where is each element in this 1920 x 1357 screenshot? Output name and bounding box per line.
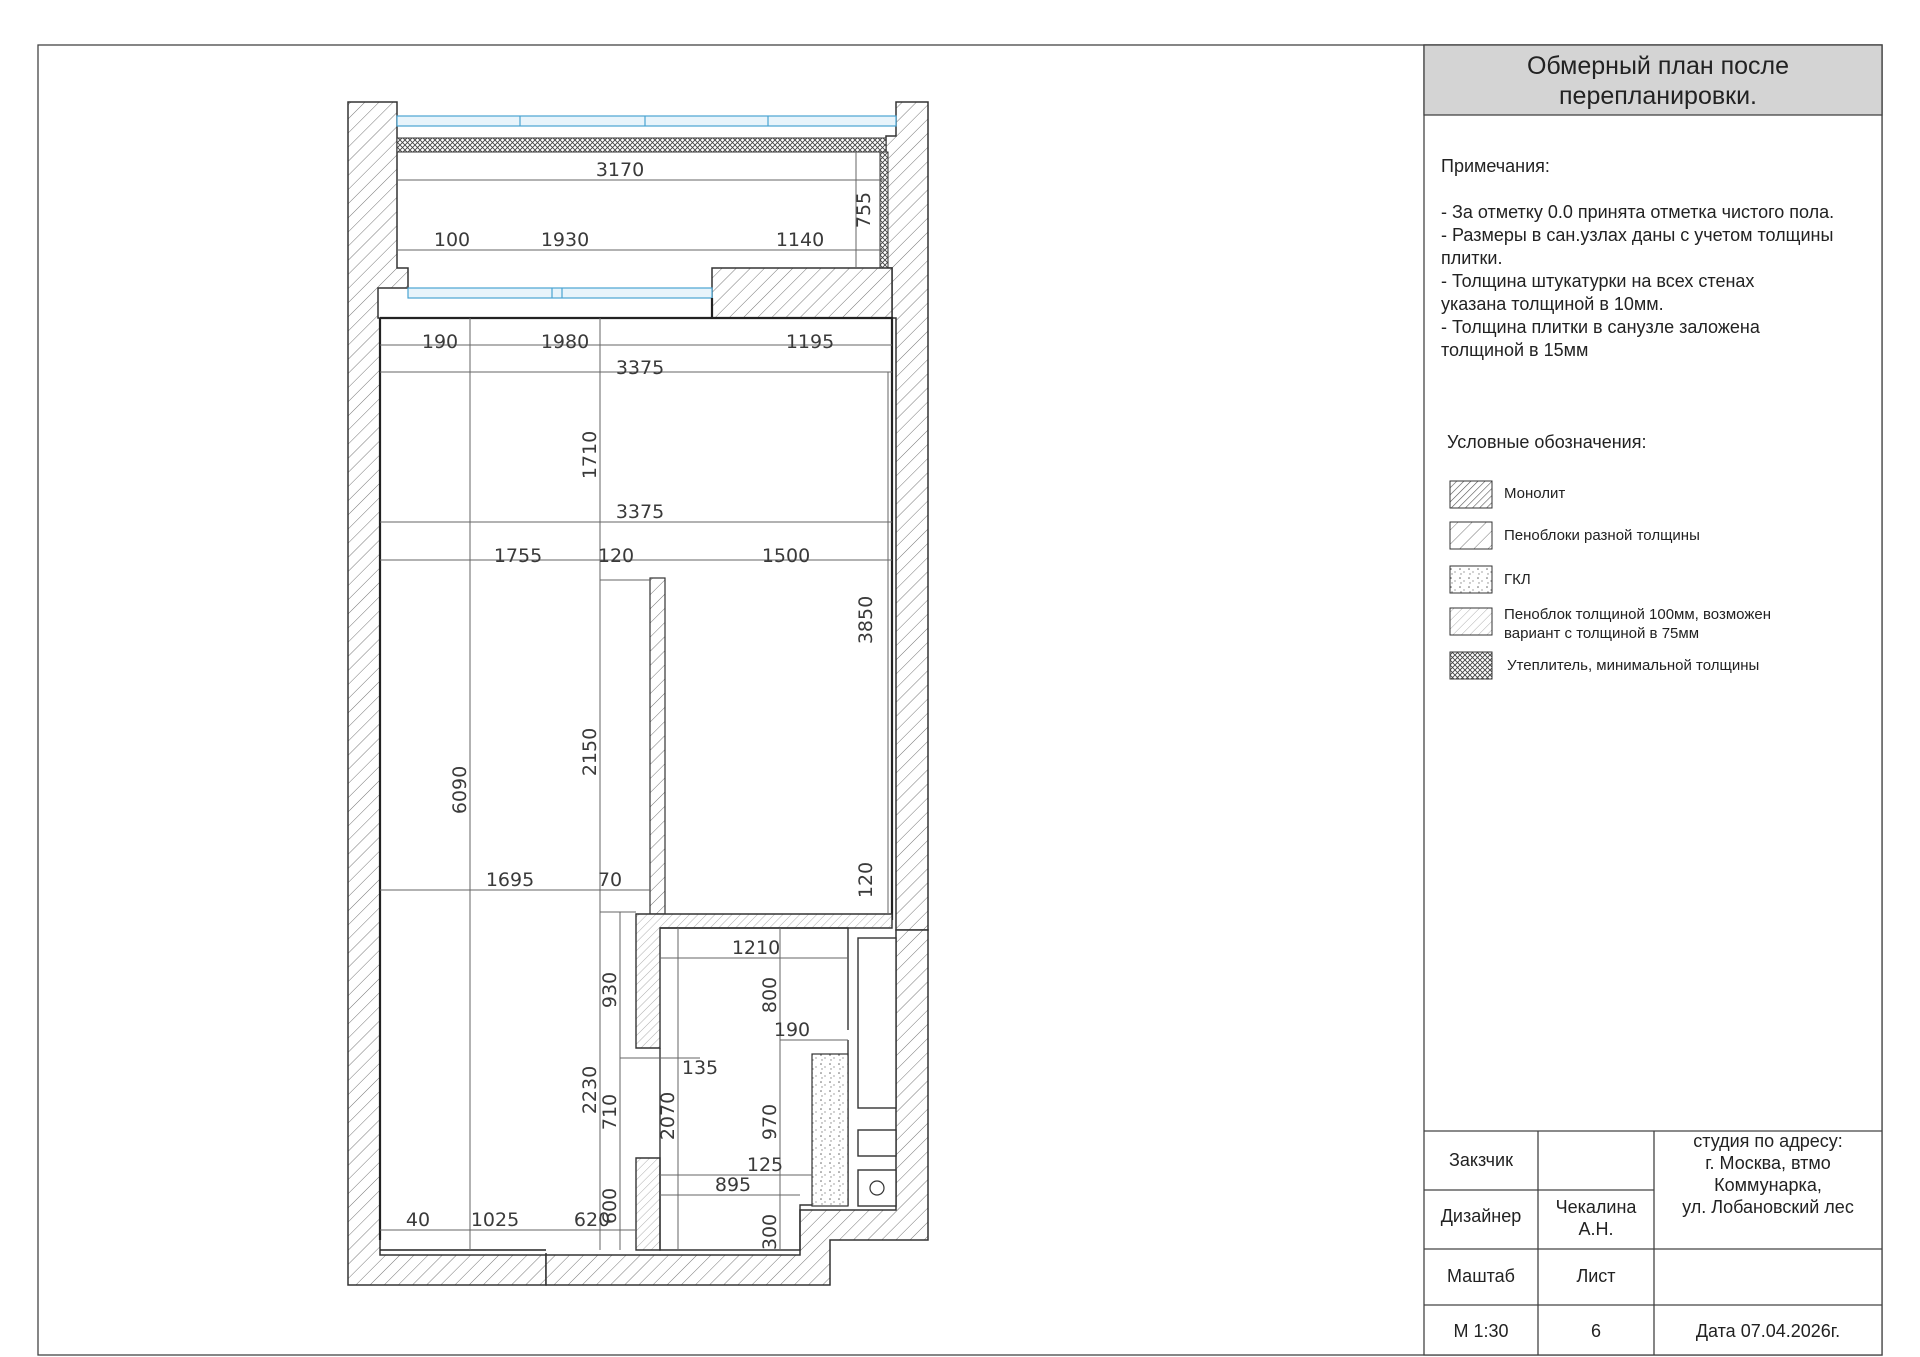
legend-swatch-foam-100 bbox=[1450, 608, 1492, 635]
dim-bath-wall-len: 710 bbox=[599, 1093, 621, 1131]
legend-heading: Условные обозначения: bbox=[1447, 432, 1647, 452]
balcony-window bbox=[397, 116, 896, 126]
dim-room-depth-top: 1710 bbox=[579, 430, 601, 480]
info-panel bbox=[1424, 45, 1882, 1355]
dim-balcony-window: 1930 bbox=[540, 229, 590, 251]
address-line3: Коммунарка, bbox=[1714, 1175, 1822, 1195]
balcony-room-wall bbox=[712, 268, 892, 318]
sheet-label: Лист bbox=[1576, 1266, 1616, 1286]
designer-value-line1: Чекалина bbox=[1555, 1197, 1637, 1217]
date-value: Дата 07.04.2026г. bbox=[1695, 1321, 1841, 1341]
dim-bath-top: 800 bbox=[759, 976, 781, 1014]
designer-label: Дизайнер bbox=[1440, 1206, 1522, 1226]
dim-bath-bottom: 300 bbox=[759, 1213, 781, 1251]
dim-room-left: 190 bbox=[421, 331, 459, 353]
dim-bath-step: 190 bbox=[773, 1019, 811, 1041]
dim-mid-left: 1755 bbox=[493, 545, 543, 567]
dim-bath-door-upper: 930 bbox=[599, 971, 621, 1009]
address-line1: студия по адресу: bbox=[1693, 1131, 1843, 1151]
room-window bbox=[408, 288, 712, 298]
legend-label-gkl: ГКЛ bbox=[1504, 571, 1531, 588]
dim-lower-wall: 70 bbox=[597, 869, 623, 891]
dim-balcony-right: 1140 bbox=[775, 229, 825, 251]
dim-bath-notch: 135 bbox=[681, 1057, 719, 1079]
dim-lower-left: 1695 bbox=[485, 869, 535, 891]
legend-label-foam-blocks: Пеноблоки разной толщины bbox=[1504, 527, 1700, 544]
scale-label: Маштаб bbox=[1446, 1266, 1516, 1286]
client-label: Закзчик bbox=[1449, 1150, 1513, 1170]
panel-title-line2: перепланировки. bbox=[1559, 82, 1757, 110]
dim-right-wall: 120 bbox=[855, 861, 877, 899]
note-line-5: указана толщиной в 10мм. bbox=[1441, 294, 1664, 314]
note-line-3: плитки. bbox=[1441, 248, 1503, 268]
fixture-box bbox=[858, 1130, 896, 1156]
dim-room-right: 1195 bbox=[785, 331, 835, 353]
legend-label-monolith: Монолит bbox=[1504, 485, 1566, 502]
dim-room-window: 1980 bbox=[540, 331, 590, 353]
legend-swatch-gkl bbox=[1450, 566, 1492, 593]
panel-title-line1: Обмерный план после bbox=[1526, 52, 1790, 80]
legend-label-foam-100: Пеноблок толщиной 100мм, возможен bbox=[1504, 606, 1772, 623]
dim-bath-lower: 895 bbox=[714, 1174, 752, 1196]
legend-label-insulation: Утеплитель, минимальной толщины bbox=[1507, 657, 1760, 674]
dim-mid-right: 1500 bbox=[761, 545, 811, 567]
floor-plan bbox=[348, 102, 928, 1285]
note-line-1: - За отметку 0.0 принята отметка чистого пола. bbox=[1441, 202, 1835, 222]
dim-bath-box: 970 bbox=[759, 1103, 781, 1141]
dim-bath-inner: 2070 bbox=[657, 1091, 679, 1141]
notes-heading: Примечания: bbox=[1441, 156, 1550, 176]
dim-bottom-right: 620 bbox=[573, 1209, 611, 1231]
bathtub bbox=[858, 938, 896, 1108]
scale-value: М 1:30 bbox=[1453, 1321, 1509, 1341]
exterior-wall bbox=[348, 102, 546, 1285]
sheet-value: 6 bbox=[1590, 1321, 1602, 1341]
note-line-4: - Толщина штукатурки на всех стенах bbox=[1441, 271, 1755, 291]
drain-icon bbox=[870, 1181, 884, 1195]
dim-partition-height: 2150 bbox=[579, 727, 601, 777]
note-line-7: толщиной в 15мм bbox=[1441, 340, 1589, 360]
dim-balcony-width: 3170 bbox=[595, 159, 645, 181]
legend-swatch-insulation bbox=[1450, 652, 1492, 679]
dim-bath-small: 125 bbox=[746, 1154, 784, 1176]
dim-total-depth: 6090 bbox=[449, 765, 471, 815]
dim-room-width-mid: 3375 bbox=[615, 501, 665, 523]
dim-room-width-top: 3375 bbox=[615, 357, 665, 379]
address-line4: ул. Лобановский лес bbox=[1682, 1197, 1854, 1217]
dim-balcony-depth: 755 bbox=[853, 191, 875, 229]
dim-room-depth-right: 3850 bbox=[855, 595, 877, 645]
dim-bottom-door: 1025 bbox=[470, 1209, 520, 1231]
dim-bottom-left: 40 bbox=[405, 1209, 431, 1231]
address-line2: г. Москва, втмо bbox=[1705, 1153, 1831, 1173]
legend-swatch-foam-blocks bbox=[1450, 522, 1492, 549]
dim-balcony-left: 100 bbox=[433, 229, 471, 251]
balcony-right-panel bbox=[880, 152, 888, 268]
designer-value-line2: А.Н. bbox=[1578, 1219, 1614, 1239]
legend-swatch-monolith bbox=[1450, 481, 1492, 508]
legend-label-foam-100-line2: вариант с толщиной в 75мм bbox=[1504, 625, 1699, 642]
dim-bath-door-lower: 600 bbox=[599, 1187, 621, 1225]
note-line-2: - Размеры в сан.узлах даны с учетом толщины bbox=[1441, 225, 1834, 245]
balcony-sill bbox=[397, 138, 886, 152]
dim-bath-total: 2230 bbox=[579, 1065, 601, 1115]
dim-mid-wall: 120 bbox=[597, 545, 635, 567]
note-line-6: - Толщина плитки в санузле заложена bbox=[1441, 317, 1760, 337]
partition-wall bbox=[650, 578, 665, 914]
dim-bath-width: 1210 bbox=[731, 937, 781, 959]
bathroom-gkl-box bbox=[812, 1054, 848, 1206]
bathroom-wall-lower bbox=[636, 1158, 660, 1250]
